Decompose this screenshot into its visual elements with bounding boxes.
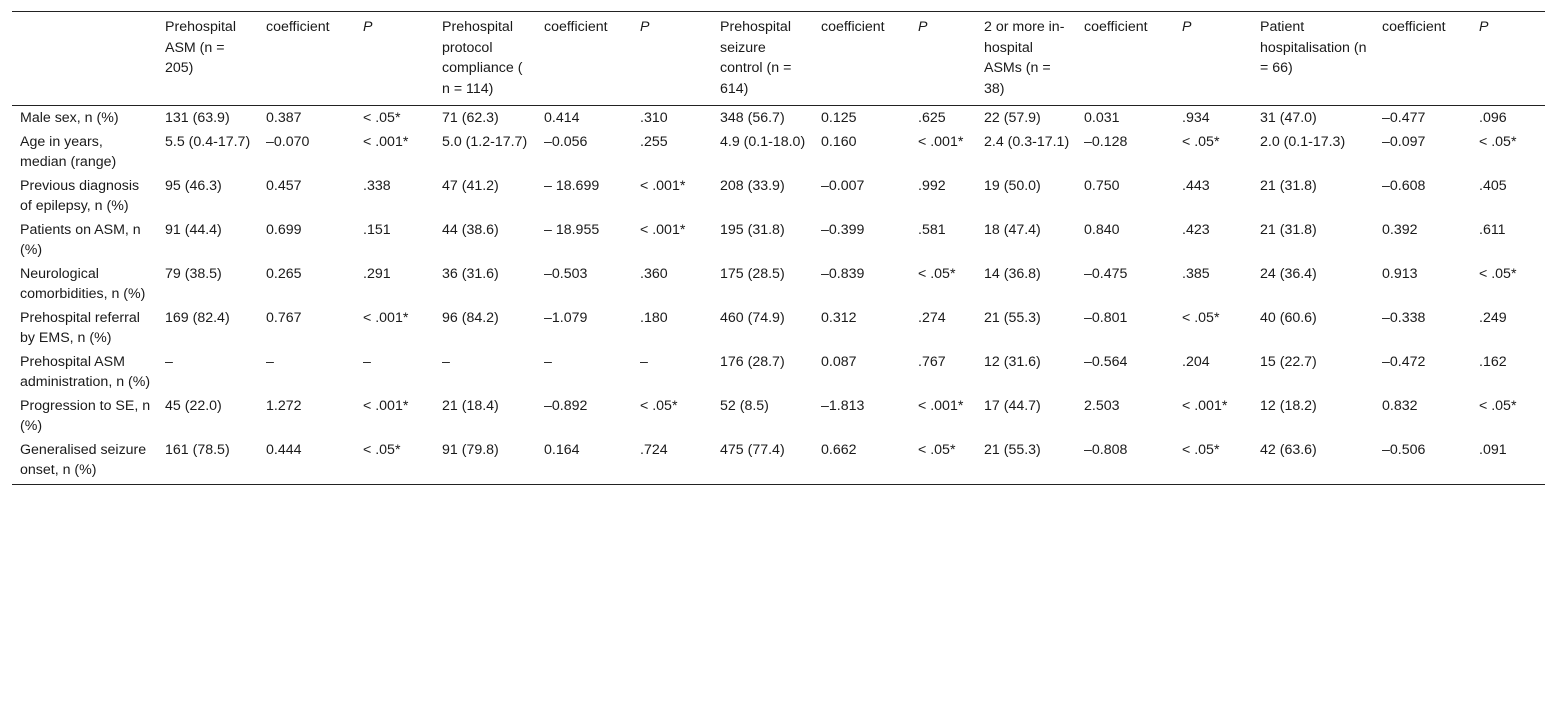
- column-header: P: [1174, 12, 1252, 106]
- table-row: [12, 394, 1545, 438]
- table-cell: 95 (46.3): [165, 177, 222, 194]
- row-label: Generalised seizure onset, n (%): [12, 438, 157, 485]
- table-cell: –0.056: [544, 133, 588, 150]
- table-cell: 31 (47.0): [1260, 110, 1317, 126]
- table-header: [12, 12, 1545, 106]
- table-cell: –0.338: [1382, 309, 1426, 326]
- row-label: Prehospital referral by EMS, n (%): [20, 309, 140, 346]
- table-cell: –0.892: [544, 397, 588, 414]
- table-cell: .180: [640, 309, 668, 326]
- table-cell: –0.564: [1084, 353, 1128, 370]
- table-cell: 0.662: [813, 438, 910, 485]
- table-cell: 5.0 (1.2-17.7): [442, 133, 528, 150]
- table-cell: 44 (38.6): [442, 221, 499, 238]
- table-cell: 21 (31.8): [1260, 221, 1317, 238]
- table-cell: 0.699: [266, 221, 302, 238]
- column-header: P: [632, 12, 712, 106]
- table-cell: .611: [1479, 221, 1506, 238]
- table-cell: 21 (18.4): [442, 397, 499, 414]
- table-row: [12, 262, 1545, 306]
- table-cell: 71 (62.3): [442, 110, 499, 126]
- table-cell: .581: [918, 221, 946, 238]
- table-cell: 12 (31.6): [984, 353, 1041, 370]
- table-cell: 0.160: [821, 133, 857, 150]
- table-cell: .255: [640, 133, 668, 150]
- table-cell: < .001*: [918, 397, 964, 414]
- column-header: Prehospital ASM (n = 205): [157, 12, 258, 106]
- row-label: Male sex, n (%): [20, 110, 119, 126]
- table-container: [12, 11, 1545, 485]
- table-cell: 176 (28.7): [720, 353, 785, 370]
- table-cell: 2.503: [1084, 397, 1120, 414]
- table-cell: 348 (56.7): [720, 110, 785, 126]
- table-cell: 42 (63.6): [1252, 438, 1374, 485]
- table-cell: –0.839: [821, 265, 865, 282]
- table-cell: .405: [1479, 177, 1507, 194]
- table-cell: –: [544, 353, 552, 370]
- table-cell: 19 (50.0): [984, 177, 1041, 194]
- table-cell: 15 (22.7): [1260, 353, 1317, 370]
- table-cell: 79 (38.5): [165, 265, 222, 282]
- table-cell: –: [442, 353, 450, 370]
- table-cell: 18 (47.4): [984, 221, 1041, 238]
- table-cell: –0.608: [1382, 177, 1426, 194]
- table-cell: –: [165, 353, 173, 370]
- table-cell: – 18.699: [544, 177, 600, 194]
- table-cell: 0.750: [1084, 177, 1120, 194]
- table-cell: 169 (82.4): [165, 309, 230, 326]
- column-header: Prehospital protocol compliance ( n = 114): [434, 12, 536, 106]
- table-cell: .385: [1182, 265, 1210, 282]
- table-cell: .204: [1182, 353, 1210, 370]
- table-cell: .992: [918, 177, 946, 194]
- table-cell: – 18.955: [544, 221, 600, 238]
- table-cell: < .001*: [640, 177, 686, 194]
- table-body: [12, 106, 1545, 485]
- table-cell: –1.079: [544, 309, 588, 326]
- table-cell: .625: [918, 110, 946, 126]
- table-cell: 2.4 (0.3-17.1): [984, 133, 1070, 150]
- table-cell: .934: [1182, 110, 1210, 126]
- table-cell: < .05*: [1479, 397, 1517, 414]
- table-row: [12, 218, 1545, 262]
- row-label: Age in years, median (range): [20, 133, 117, 170]
- table-cell: 14 (36.8): [984, 265, 1041, 282]
- column-header: coefficient: [813, 12, 910, 106]
- table-cell: 475 (77.4): [712, 438, 813, 485]
- table-cell: 0.840: [1084, 221, 1120, 238]
- column-header: P: [355, 12, 434, 106]
- table-cell: < .001*: [363, 309, 409, 326]
- table-cell: < .001*: [363, 133, 409, 150]
- table-cell: 195 (31.8): [720, 221, 785, 238]
- table-cell: .338: [363, 177, 391, 194]
- table-cell: .091: [1471, 438, 1545, 485]
- table-cell: < .001*: [1182, 397, 1228, 414]
- table-cell: .423: [1182, 221, 1210, 238]
- row-label: Patients on ASM, n (%): [20, 221, 141, 258]
- table-cell: 36 (31.6): [442, 265, 499, 282]
- table-cell: 0.265: [266, 265, 302, 282]
- table-cell: 1.272: [266, 397, 302, 414]
- table-cell: 0.414: [544, 110, 580, 126]
- column-header: [12, 12, 157, 106]
- table-cell: < .05*: [1182, 309, 1220, 326]
- table-cell: 460 (74.9): [720, 309, 785, 326]
- table-cell: –0.503: [544, 265, 588, 282]
- table-cell: 17 (44.7): [984, 397, 1041, 414]
- table-cell: –0.097: [1382, 133, 1426, 150]
- table-cell: .724: [632, 438, 712, 485]
- table-cell: < .001*: [640, 221, 686, 238]
- table-cell: –0.475: [1084, 265, 1128, 282]
- table-cell: .274: [918, 309, 946, 326]
- table-cell: 12 (18.2): [1260, 397, 1317, 414]
- table-cell: 0.031: [1084, 110, 1120, 126]
- table-cell: < .05*: [363, 110, 401, 126]
- column-header: Prehospital seizure control (n = 614): [712, 12, 813, 106]
- table-cell: < .05*: [355, 438, 434, 485]
- table-row: [12, 174, 1545, 218]
- table-cell: .291: [363, 265, 391, 282]
- table-cell: 208 (33.9): [720, 177, 785, 194]
- table-cell: 21 (55.3): [976, 438, 1076, 485]
- column-header: coefficient: [258, 12, 355, 106]
- table-cell: –0.399: [821, 221, 865, 238]
- table-cell: –0.070: [266, 133, 310, 150]
- table-cell: 0.832: [1382, 397, 1418, 414]
- table-cell: –0.007: [821, 177, 865, 194]
- table-cell: < .05*: [1479, 265, 1517, 282]
- table-row: [12, 438, 1545, 485]
- table-cell: 45 (22.0): [165, 397, 222, 414]
- table-cell: 175 (28.5): [720, 265, 785, 282]
- results-table: [12, 11, 1545, 485]
- table-cell: 131 (63.9): [165, 110, 230, 126]
- table-cell: < .001*: [363, 397, 409, 414]
- column-header: coefficient: [1374, 12, 1471, 106]
- header-row: [12, 12, 1545, 106]
- row-label: Previous diagnosis of epilepsy, n (%): [20, 177, 140, 214]
- table-cell: –0.128: [1084, 133, 1128, 150]
- table-row: [12, 130, 1545, 174]
- table-cell: 0.913: [1382, 265, 1418, 282]
- table-cell: .096: [1479, 110, 1507, 126]
- table-cell: 40 (60.6): [1260, 309, 1317, 326]
- table-cell: < .05*: [918, 265, 956, 282]
- table-cell: < .05*: [1479, 133, 1517, 150]
- column-header: Patient hospitalisation (n = 66): [1252, 12, 1374, 106]
- table-row: [12, 306, 1545, 350]
- column-header: P: [1471, 12, 1545, 106]
- table-cell: –0.808: [1076, 438, 1174, 485]
- column-header: coefficient: [1076, 12, 1174, 106]
- table-cell: .249: [1479, 309, 1507, 326]
- table-cell: 4.9 (0.1-18.0): [720, 133, 806, 150]
- column-header: P: [910, 12, 976, 106]
- table-cell: 0.387: [266, 110, 302, 126]
- table-cell: 21 (31.8): [1260, 177, 1317, 194]
- table-cell: 91 (44.4): [165, 221, 222, 238]
- row-label: Prehospital ASM administration, n (%): [20, 353, 151, 390]
- table-cell: .443: [1182, 177, 1210, 194]
- table-cell: –0.477: [1382, 110, 1426, 126]
- column-header: coefficient: [536, 12, 632, 106]
- table-cell: –0.506: [1374, 438, 1471, 485]
- table-cell: –: [363, 353, 371, 370]
- table-cell: < .05*: [1174, 438, 1252, 485]
- table-cell: < .05*: [910, 438, 976, 485]
- row-label: Neurological comorbidities, n (%): [20, 265, 146, 302]
- table-cell: 0.444: [258, 438, 355, 485]
- table-cell: 0.164: [536, 438, 632, 485]
- table-row: [12, 350, 1545, 394]
- table-cell: < .05*: [1182, 133, 1220, 150]
- table-cell: 21 (55.3): [984, 309, 1041, 326]
- table-cell: 0.392: [1382, 221, 1418, 238]
- table-cell: 0.457: [266, 177, 302, 194]
- table-cell: 5.5 (0.4-17.7): [165, 133, 251, 150]
- table-cell: –: [640, 353, 648, 370]
- table-cell: –1.813: [821, 397, 865, 414]
- table-cell: –: [266, 353, 274, 370]
- table-cell: 0.125: [821, 110, 857, 126]
- table-cell: 47 (41.2): [442, 177, 499, 194]
- table-cell: .310: [640, 110, 668, 126]
- table-cell: 0.767: [266, 309, 302, 326]
- table-cell: 161 (78.5): [157, 438, 258, 485]
- table-cell: < .05*: [640, 397, 678, 414]
- table-cell: < .001*: [918, 133, 964, 150]
- table-cell: .360: [640, 265, 668, 282]
- table-cell: 0.087: [821, 353, 857, 370]
- table-cell: –0.801: [1084, 309, 1128, 326]
- table-cell: –0.472: [1382, 353, 1426, 370]
- column-header: 2 or more in-hospital ASMs (n = 38): [976, 12, 1076, 106]
- row-label: Progression to SE, n (%): [20, 397, 151, 434]
- table-cell: 91 (79.8): [434, 438, 536, 485]
- table-cell: 52 (8.5): [720, 397, 769, 414]
- table-cell: .767: [918, 353, 946, 370]
- table-cell: 96 (84.2): [442, 309, 499, 326]
- table-cell: 2.0 (0.1-17.3): [1260, 133, 1346, 150]
- table-cell: 22 (57.9): [984, 110, 1041, 126]
- table-row: [12, 106, 1545, 130]
- table-cell: 0.312: [821, 309, 857, 326]
- table-cell: .162: [1479, 353, 1507, 370]
- table-cell: .151: [363, 221, 391, 238]
- table-cell: 24 (36.4): [1260, 265, 1317, 282]
